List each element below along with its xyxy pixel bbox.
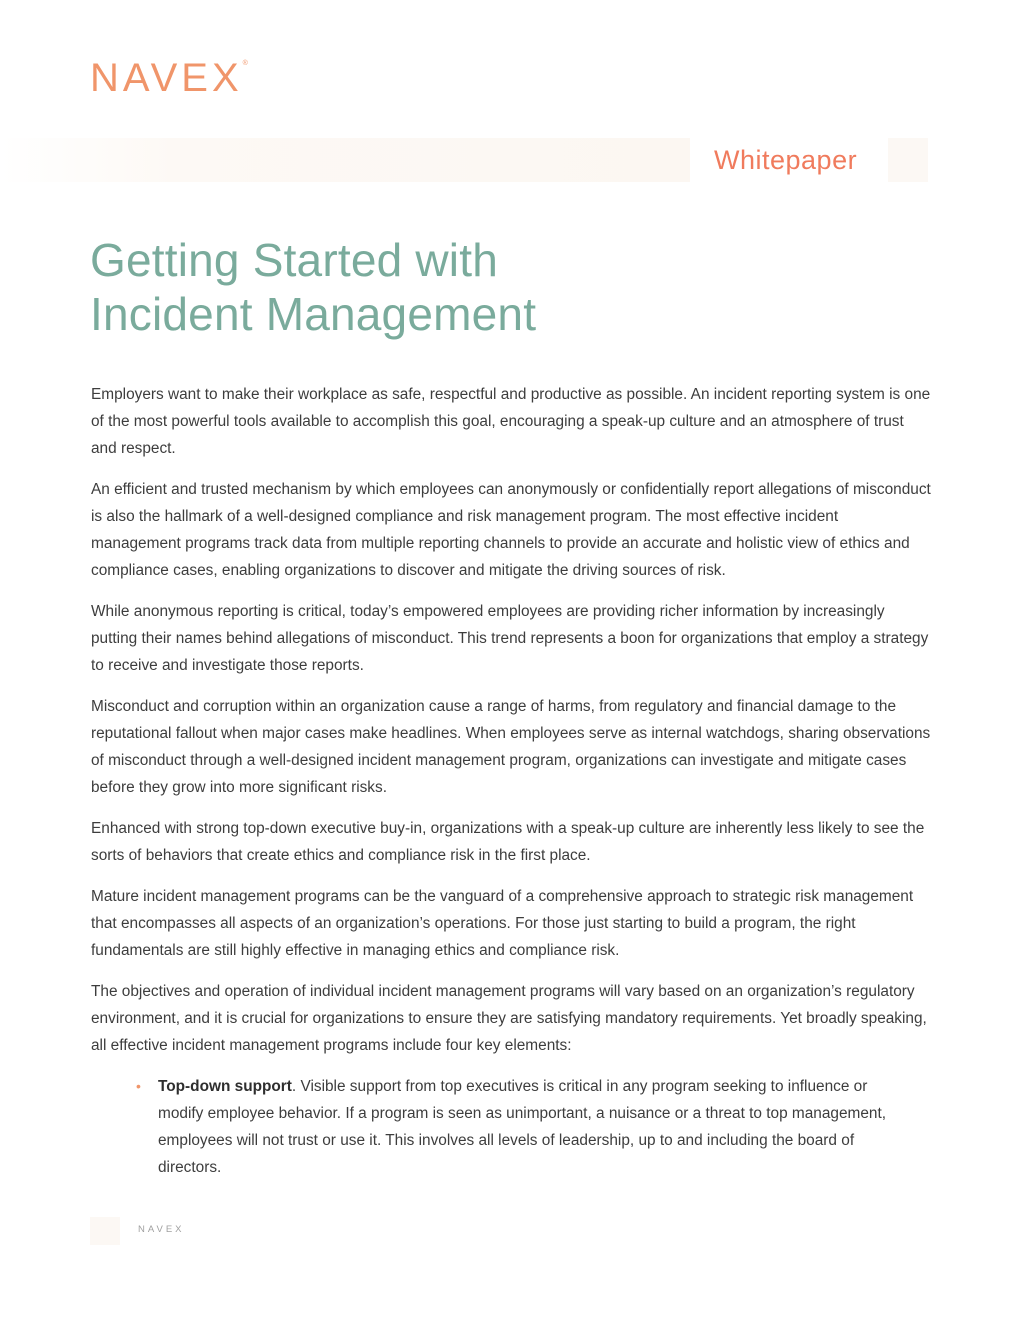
- logo-text: NAVEX: [90, 56, 243, 100]
- registered-mark: ®: [242, 60, 248, 67]
- paragraph: Mature incident management programs can be the vanguard of a comprehensive approach to strategic risk management that encompasses all aspects of an organization’s operations. For those just starting to build a program, the right fundamentals are still highly effective in managing ethics and compliance risk.: [91, 888, 914, 959]
- body-content: [91, 381, 931, 1181]
- bullet-term: Top-down support: [158, 1078, 292, 1095]
- key-elements-list: [91, 1073, 931, 1181]
- list-item: [158, 1073, 931, 1181]
- navex-logo: [90, 58, 248, 98]
- paragraph: Misconduct and corruption within an organization cause a range of harms, from regulatory and financial damage to the reputational fallout when major cases make headlines. When employees serve as internal watchdogs, sharing observations of misconduct through a well-designed incident management program, organizations can investigate and mitigate cases before they grow into more significant risks.: [91, 698, 931, 796]
- paragraph: An efficient and trusted mechanism by which employees can anonymously or confidentially report allegations of misconduct is also the hallmark of a well-designed compliance and risk management program. The most effective incident management programs track data from multiple reporting channels to provide an accurate and holistic view of ethics and compliance cases, enabling organizations to discover and mitigate the driving sources of risk.: [91, 481, 931, 579]
- bullet-text: . Visible support from top executives is critical in any program seeking to influence or modify employee behavior. If a program is seen as unimportant, a nuisance or a threat to top management, employees will not trust or use it. This involves all levels of leadership, up to and including the board of directors.: [158, 1078, 887, 1176]
- paragraph: While anonymous reporting is critical, today’s empowered employees are providing richer information by increasingly putting their names behind allegations of misconduct. This trend represents a boon for organizations that employ a strategy to receive and investigate those reports.: [91, 603, 929, 674]
- document-type-label: Whitepaper: [714, 145, 858, 175]
- page-title: [90, 233, 790, 341]
- header-band: [0, 138, 690, 182]
- footer-brand: NAVEX: [138, 1224, 185, 1235]
- paragraph: Enhanced with strong top-down executive buy-in, organizations with a speak-up culture are inherently less likely to see the sorts of behaviors that create ethics and compliance risk in the first place.: [91, 820, 925, 864]
- header-band-end: [888, 138, 928, 182]
- page-title-line-2: Incident Management: [90, 288, 537, 340]
- page-title-line-1: Getting Started with: [90, 234, 498, 286]
- paragraph: Employers want to make their workplace as safe, respectful and productive as possible. An incident reporting system is one of the most powerful tools available to accomplish this goal, encouraging a speak-up culture and an atmosphere of trust and respect.: [91, 386, 931, 457]
- paragraph: The objectives and operation of individual incident management programs will vary based on an organization’s regulatory environment, and it is crucial for organizations to ensure they are satisfying mandatory requirements. Yet broadly speaking, all effective incident management programs include four key elements:: [91, 983, 927, 1054]
- footer-mark: [90, 1217, 120, 1245]
